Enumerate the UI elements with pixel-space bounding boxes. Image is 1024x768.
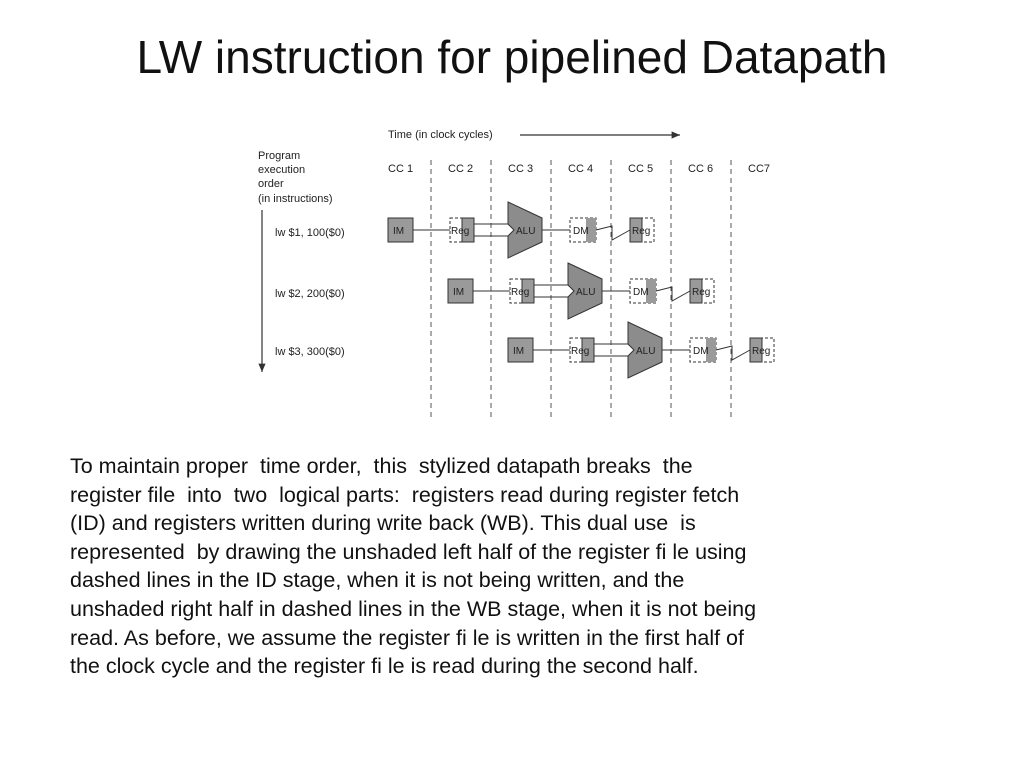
body-line: To maintain proper time order, this stylized datapath breaks the bbox=[70, 454, 693, 478]
wire bbox=[474, 224, 510, 236]
body-line: unshaded right half in dashed lines in the WB stage, when it is not being bbox=[70, 596, 757, 621]
order-label-line-3: order bbox=[258, 178, 284, 190]
cc-label: CC 2 bbox=[448, 163, 474, 175]
program-order-label bbox=[258, 150, 333, 205]
body-paragraph bbox=[70, 452, 970, 681]
body-line: the clock cycle and the register fi le is read during the second half. bbox=[70, 654, 699, 679]
dm-label: DM bbox=[633, 287, 649, 298]
wire bbox=[534, 285, 570, 297]
cc-label: CC 6 bbox=[688, 163, 714, 175]
pipeline-row-3 bbox=[508, 322, 774, 378]
reg-label: Reg bbox=[632, 226, 651, 237]
instruction-label: lw $2, 200($0) bbox=[275, 288, 345, 300]
body-line: represented by drawing the unshaded left half of the register fi le using bbox=[70, 539, 747, 564]
alu-label: ALU bbox=[516, 226, 536, 237]
cc-label: CC 5 bbox=[628, 163, 654, 175]
pipeline-row-1 bbox=[388, 202, 654, 258]
body-line: dashed lines in the ID stage, when it is not being written, and the bbox=[70, 568, 685, 593]
wire bbox=[716, 346, 750, 360]
wire bbox=[596, 226, 630, 240]
time-label: Time (in clock cycles) bbox=[388, 129, 493, 141]
order-label-line-1: Program bbox=[258, 150, 301, 162]
reg-label: Reg bbox=[571, 346, 590, 357]
body-line: read. As before, we assume the register fi le is written in the first half of bbox=[70, 625, 744, 650]
reg-label: Reg bbox=[451, 226, 470, 237]
im-label: IM bbox=[393, 226, 405, 237]
order-label-line-4: (in instructions) bbox=[258, 193, 333, 205]
dm-label: DM bbox=[693, 346, 709, 357]
instruction-label: lw $3, 300($0) bbox=[275, 346, 345, 358]
pipeline-diagram bbox=[250, 120, 790, 425]
clock-cycle-labels bbox=[388, 163, 770, 175]
alu-label: ALU bbox=[636, 346, 656, 357]
pipeline-row-2 bbox=[448, 263, 714, 319]
body-line: register file into two logical parts: registers read during register fetch bbox=[70, 482, 740, 507]
reg-label: Reg bbox=[752, 346, 771, 357]
cc-label: CC 1 bbox=[388, 163, 414, 175]
im-label: IM bbox=[453, 287, 465, 298]
instruction-label: lw $1, 100($0) bbox=[275, 227, 345, 239]
body-line: (ID) and registers written during write back (WB). This dual use is bbox=[70, 511, 696, 536]
reg-label: Reg bbox=[692, 287, 711, 298]
cc-label: CC 3 bbox=[508, 163, 534, 175]
cc-label: CC 4 bbox=[568, 163, 594, 175]
alu-label: ALU bbox=[576, 287, 596, 298]
reg-label: Reg bbox=[511, 287, 530, 298]
slide-title: LW instruction for pipelined Datapath bbox=[136, 31, 888, 83]
cc-label: CC7 bbox=[748, 163, 771, 175]
dm-label: DM bbox=[573, 226, 589, 237]
order-label-line-2: execution bbox=[258, 164, 306, 176]
wire bbox=[594, 344, 630, 356]
im-label: IM bbox=[513, 346, 525, 357]
wire bbox=[656, 287, 690, 301]
